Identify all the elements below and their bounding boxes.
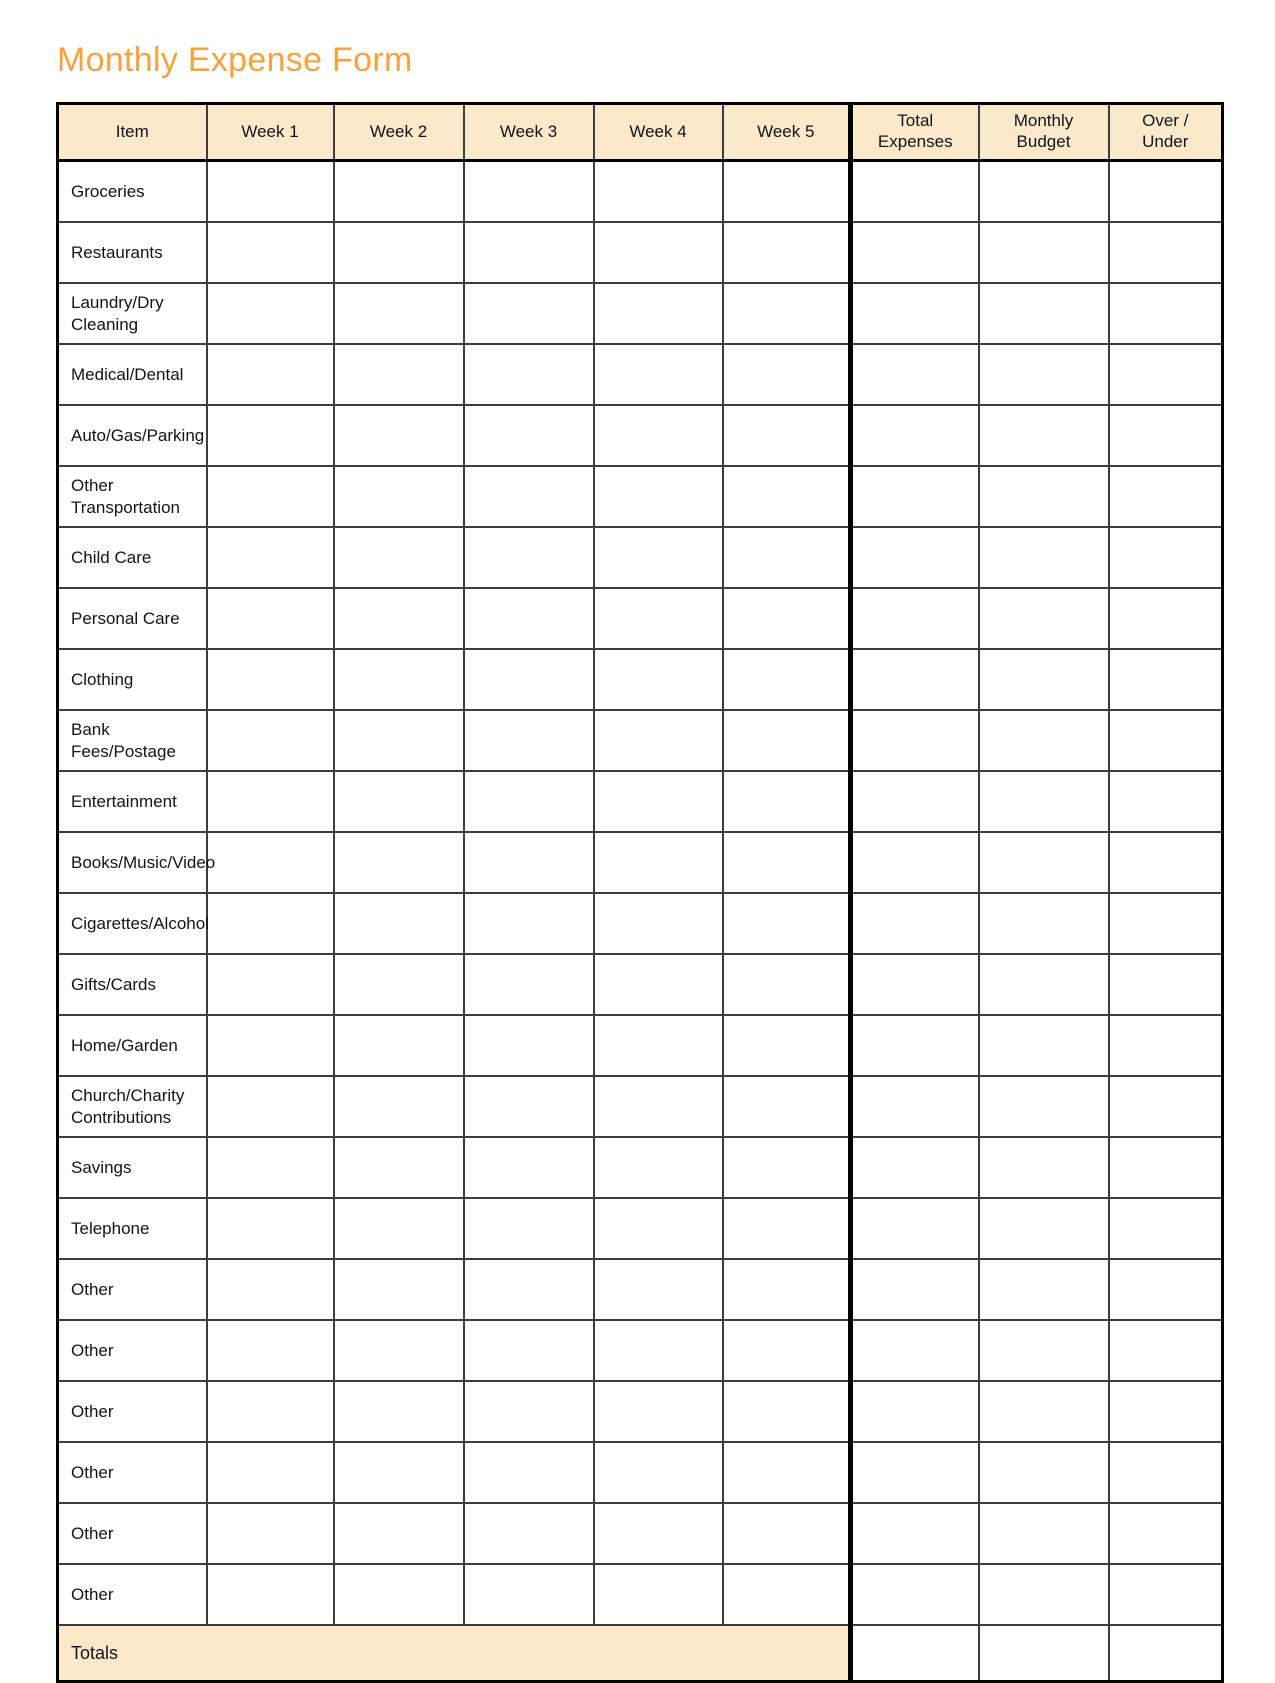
cell-monthly-budget xyxy=(979,1137,1109,1198)
item-label: Cigarettes/Alcohol xyxy=(58,893,207,954)
cell-week-4 xyxy=(594,1137,723,1198)
cell-week-4 xyxy=(594,710,723,771)
table-row xyxy=(58,527,1223,588)
cell-week-1 xyxy=(207,222,334,283)
cell-total-expenses xyxy=(851,1503,979,1564)
cell-monthly-budget xyxy=(979,1015,1109,1076)
cell-total-expenses xyxy=(851,1259,979,1320)
cell-monthly-budget xyxy=(979,527,1109,588)
cell-total-expenses xyxy=(851,1015,979,1076)
cell-total-expenses xyxy=(851,283,979,344)
cell-week-4 xyxy=(594,161,723,223)
cell-over-under xyxy=(1109,893,1223,954)
cell-week-5 xyxy=(723,1015,851,1076)
item-label: Other xyxy=(58,1442,207,1503)
cell-week-1 xyxy=(207,1381,334,1442)
item-label: Savings xyxy=(58,1137,207,1198)
item-label: Entertainment xyxy=(58,771,207,832)
table-row xyxy=(58,832,1223,893)
totals-cell-monthly-budget xyxy=(979,1625,1109,1682)
cell-monthly-budget xyxy=(979,1442,1109,1503)
item-label: Other Transportation xyxy=(58,466,207,527)
cell-week-4 xyxy=(594,1503,723,1564)
table-row xyxy=(58,954,1223,1015)
cell-week-2 xyxy=(334,1381,464,1442)
cell-over-under xyxy=(1109,1137,1223,1198)
cell-week-3 xyxy=(464,649,594,710)
cell-over-under xyxy=(1109,405,1223,466)
cell-week-4 xyxy=(594,1198,723,1259)
cell-week-5 xyxy=(723,649,851,710)
cell-total-expenses xyxy=(851,466,979,527)
cell-week-1 xyxy=(207,588,334,649)
cell-week-2 xyxy=(334,527,464,588)
cell-week-3 xyxy=(464,222,594,283)
cell-total-expenses xyxy=(851,1320,979,1381)
cell-total-expenses xyxy=(851,1442,979,1503)
cell-week-2 xyxy=(334,344,464,405)
table-row xyxy=(58,1564,1223,1625)
cell-week-5 xyxy=(723,222,851,283)
table-row xyxy=(58,893,1223,954)
cell-week-1 xyxy=(207,1442,334,1503)
cell-week-2 xyxy=(334,954,464,1015)
cell-week-5 xyxy=(723,1442,851,1503)
item-label: Laundry/Dry Cleaning xyxy=(58,283,207,344)
cell-week-4 xyxy=(594,283,723,344)
item-label: Auto/Gas/Parking xyxy=(58,405,207,466)
cell-monthly-budget xyxy=(979,1564,1109,1625)
cell-over-under xyxy=(1109,1015,1223,1076)
cell-week-2 xyxy=(334,649,464,710)
cell-week-1 xyxy=(207,1015,334,1076)
item-label: Bank Fees/Postage xyxy=(58,710,207,771)
table-row xyxy=(58,283,1223,344)
cell-week-3 xyxy=(464,832,594,893)
cell-week-4 xyxy=(594,527,723,588)
cell-over-under xyxy=(1109,527,1223,588)
column-header-week-4: Week 4 xyxy=(594,104,723,161)
cell-week-4 xyxy=(594,893,723,954)
table-row xyxy=(58,588,1223,649)
cell-total-expenses xyxy=(851,405,979,466)
cell-week-2 xyxy=(334,161,464,223)
item-label: Personal Care xyxy=(58,588,207,649)
column-header-week-2: Week 2 xyxy=(334,104,464,161)
cell-week-3 xyxy=(464,1320,594,1381)
cell-total-expenses xyxy=(851,527,979,588)
cell-total-expenses xyxy=(851,710,979,771)
item-label: Other xyxy=(58,1564,207,1625)
cell-week-5 xyxy=(723,954,851,1015)
cell-week-5 xyxy=(723,710,851,771)
cell-over-under xyxy=(1109,1259,1223,1320)
cell-week-1 xyxy=(207,893,334,954)
cell-week-5 xyxy=(723,1503,851,1564)
cell-week-3 xyxy=(464,1015,594,1076)
table-row xyxy=(58,1320,1223,1381)
cell-monthly-budget xyxy=(979,832,1109,893)
cell-over-under xyxy=(1109,283,1223,344)
cell-total-expenses xyxy=(851,1076,979,1137)
cell-week-4 xyxy=(594,954,723,1015)
table-row xyxy=(58,649,1223,710)
cell-week-2 xyxy=(334,466,464,527)
cell-week-3 xyxy=(464,1259,594,1320)
cell-total-expenses xyxy=(851,1137,979,1198)
table-row xyxy=(58,1259,1223,1320)
table-row xyxy=(58,1381,1223,1442)
table-row xyxy=(58,466,1223,527)
totals-label: Totals xyxy=(58,1625,851,1682)
cell-week-2 xyxy=(334,771,464,832)
table-row xyxy=(58,1198,1223,1259)
column-header-week-1: Week 1 xyxy=(207,104,334,161)
cell-week-2 xyxy=(334,405,464,466)
cell-total-expenses xyxy=(851,954,979,1015)
cell-week-4 xyxy=(594,588,723,649)
cell-monthly-budget xyxy=(979,283,1109,344)
cell-week-1 xyxy=(207,649,334,710)
cell-week-1 xyxy=(207,832,334,893)
header-row xyxy=(58,104,1223,161)
cell-week-4 xyxy=(594,405,723,466)
cell-week-3 xyxy=(464,1137,594,1198)
cell-week-5 xyxy=(723,1137,851,1198)
column-header-total-expenses: Total Expenses xyxy=(851,104,979,161)
expense-table xyxy=(56,102,1224,1683)
cell-week-4 xyxy=(594,771,723,832)
totals-row xyxy=(58,1625,1223,1682)
cell-week-2 xyxy=(334,1137,464,1198)
page-title: Monthly Expense Form xyxy=(57,41,413,79)
cell-monthly-budget xyxy=(979,771,1109,832)
cell-week-5 xyxy=(723,588,851,649)
item-label: Telephone xyxy=(58,1198,207,1259)
table-row xyxy=(58,710,1223,771)
cell-week-3 xyxy=(464,527,594,588)
cell-week-5 xyxy=(723,893,851,954)
cell-week-4 xyxy=(594,344,723,405)
cell-total-expenses xyxy=(851,161,979,223)
cell-total-expenses xyxy=(851,649,979,710)
cell-week-2 xyxy=(334,893,464,954)
cell-week-2 xyxy=(334,710,464,771)
cell-over-under xyxy=(1109,1198,1223,1259)
cell-over-under xyxy=(1109,954,1223,1015)
cell-monthly-budget xyxy=(979,1381,1109,1442)
cell-week-2 xyxy=(334,832,464,893)
column-header-week-3: Week 3 xyxy=(464,104,594,161)
cell-total-expenses xyxy=(851,893,979,954)
cell-week-3 xyxy=(464,893,594,954)
expense-rows xyxy=(58,161,1223,1682)
cell-monthly-budget xyxy=(979,893,1109,954)
cell-monthly-budget xyxy=(979,344,1109,405)
cell-over-under xyxy=(1109,771,1223,832)
cell-week-1 xyxy=(207,161,334,223)
cell-week-1 xyxy=(207,771,334,832)
cell-week-1 xyxy=(207,1564,334,1625)
cell-over-under xyxy=(1109,466,1223,527)
cell-week-5 xyxy=(723,344,851,405)
cell-week-4 xyxy=(594,832,723,893)
table-row xyxy=(58,771,1223,832)
cell-monthly-budget xyxy=(979,954,1109,1015)
item-label: Medical/Dental xyxy=(58,344,207,405)
cell-over-under xyxy=(1109,1442,1223,1503)
cell-week-3 xyxy=(464,161,594,223)
cell-week-2 xyxy=(334,1076,464,1137)
cell-monthly-budget xyxy=(979,222,1109,283)
cell-week-5 xyxy=(723,1076,851,1137)
cell-over-under xyxy=(1109,832,1223,893)
item-label: Child Care xyxy=(58,527,207,588)
cell-week-4 xyxy=(594,222,723,283)
cell-monthly-budget xyxy=(979,161,1109,223)
cell-week-1 xyxy=(207,344,334,405)
table-row xyxy=(58,1442,1223,1503)
table-row xyxy=(58,1137,1223,1198)
cell-week-5 xyxy=(723,1320,851,1381)
cell-week-2 xyxy=(334,283,464,344)
cell-week-4 xyxy=(594,1320,723,1381)
cell-week-3 xyxy=(464,710,594,771)
cell-week-5 xyxy=(723,283,851,344)
item-label: Church/Charity Contributions xyxy=(58,1076,207,1137)
cell-week-2 xyxy=(334,1320,464,1381)
cell-week-1 xyxy=(207,283,334,344)
cell-total-expenses xyxy=(851,222,979,283)
column-header-week-5: Week 5 xyxy=(723,104,851,161)
cell-over-under xyxy=(1109,588,1223,649)
cell-week-1 xyxy=(207,954,334,1015)
cell-total-expenses xyxy=(851,832,979,893)
item-label: Other xyxy=(58,1381,207,1442)
item-label: Clothing xyxy=(58,649,207,710)
table-row xyxy=(58,344,1223,405)
item-label: Other xyxy=(58,1503,207,1564)
cell-total-expenses xyxy=(851,771,979,832)
cell-over-under xyxy=(1109,649,1223,710)
cell-week-3 xyxy=(464,954,594,1015)
cell-week-2 xyxy=(334,1442,464,1503)
cell-week-4 xyxy=(594,1381,723,1442)
item-label: Groceries xyxy=(58,161,207,223)
cell-week-5 xyxy=(723,832,851,893)
cell-week-2 xyxy=(334,1015,464,1076)
cell-week-4 xyxy=(594,466,723,527)
cell-monthly-budget xyxy=(979,466,1109,527)
item-label: Other xyxy=(58,1320,207,1381)
cell-over-under xyxy=(1109,161,1223,223)
table-row xyxy=(58,1503,1223,1564)
cell-over-under xyxy=(1109,1320,1223,1381)
table-row xyxy=(58,1076,1223,1137)
cell-week-2 xyxy=(334,1503,464,1564)
cell-week-3 xyxy=(464,771,594,832)
cell-week-3 xyxy=(464,344,594,405)
cell-week-3 xyxy=(464,1564,594,1625)
cell-week-1 xyxy=(207,1320,334,1381)
cell-over-under xyxy=(1109,344,1223,405)
cell-total-expenses xyxy=(851,1381,979,1442)
cell-monthly-budget xyxy=(979,649,1109,710)
cell-week-5 xyxy=(723,771,851,832)
cell-over-under xyxy=(1109,710,1223,771)
cell-week-2 xyxy=(334,1564,464,1625)
cell-week-4 xyxy=(594,1442,723,1503)
table-row xyxy=(58,405,1223,466)
cell-monthly-budget xyxy=(979,1259,1109,1320)
item-label: Restaurants xyxy=(58,222,207,283)
cell-week-3 xyxy=(464,283,594,344)
cell-week-3 xyxy=(464,1076,594,1137)
cell-week-5 xyxy=(723,1381,851,1442)
cell-week-1 xyxy=(207,1259,334,1320)
cell-week-1 xyxy=(207,1198,334,1259)
cell-week-1 xyxy=(207,527,334,588)
cell-monthly-budget xyxy=(979,1320,1109,1381)
table-row xyxy=(58,161,1223,223)
item-label: Gifts/Cards xyxy=(58,954,207,1015)
cell-week-5 xyxy=(723,1259,851,1320)
cell-over-under xyxy=(1109,222,1223,283)
cell-week-2 xyxy=(334,1198,464,1259)
totals-cell-total-expenses xyxy=(851,1625,979,1682)
cell-over-under xyxy=(1109,1564,1223,1625)
cell-over-under xyxy=(1109,1503,1223,1564)
cell-week-3 xyxy=(464,1198,594,1259)
cell-week-1 xyxy=(207,466,334,527)
cell-week-2 xyxy=(334,222,464,283)
cell-week-5 xyxy=(723,1198,851,1259)
table-row xyxy=(58,222,1223,283)
cell-week-3 xyxy=(464,405,594,466)
cell-week-2 xyxy=(334,588,464,649)
cell-week-5 xyxy=(723,405,851,466)
cell-week-5 xyxy=(723,1564,851,1625)
item-label: Other xyxy=(58,1259,207,1320)
cell-week-3 xyxy=(464,588,594,649)
cell-week-4 xyxy=(594,1564,723,1625)
cell-total-expenses xyxy=(851,588,979,649)
cell-week-3 xyxy=(464,1381,594,1442)
cell-monthly-budget xyxy=(979,1076,1109,1137)
cell-week-5 xyxy=(723,161,851,223)
cell-monthly-budget xyxy=(979,405,1109,466)
cell-over-under xyxy=(1109,1381,1223,1442)
cell-week-1 xyxy=(207,1137,334,1198)
cell-monthly-budget xyxy=(979,1198,1109,1259)
cell-week-1 xyxy=(207,405,334,466)
cell-week-4 xyxy=(594,1259,723,1320)
item-label: Home/Garden xyxy=(58,1015,207,1076)
cell-week-3 xyxy=(464,466,594,527)
item-label: Books/Music/Video xyxy=(58,832,207,893)
column-header-over-under: Over / Under xyxy=(1109,104,1223,161)
cell-week-4 xyxy=(594,1076,723,1137)
cell-monthly-budget xyxy=(979,588,1109,649)
cell-week-4 xyxy=(594,1015,723,1076)
cell-week-4 xyxy=(594,649,723,710)
cell-week-5 xyxy=(723,466,851,527)
cell-week-3 xyxy=(464,1442,594,1503)
cell-week-1 xyxy=(207,1503,334,1564)
table-row xyxy=(58,1015,1223,1076)
cell-total-expenses xyxy=(851,344,979,405)
cell-week-3 xyxy=(464,1503,594,1564)
cell-monthly-budget xyxy=(979,1503,1109,1564)
cell-monthly-budget xyxy=(979,710,1109,771)
column-header-item: Item xyxy=(58,104,207,161)
cell-week-5 xyxy=(723,527,851,588)
cell-week-1 xyxy=(207,710,334,771)
cell-total-expenses xyxy=(851,1198,979,1259)
cell-total-expenses xyxy=(851,1564,979,1625)
totals-cell-over-under xyxy=(1109,1625,1223,1682)
cell-week-2 xyxy=(334,1259,464,1320)
cell-week-1 xyxy=(207,1076,334,1137)
cell-over-under xyxy=(1109,1076,1223,1137)
column-header-monthly-budget: Monthly Budget xyxy=(979,104,1109,161)
